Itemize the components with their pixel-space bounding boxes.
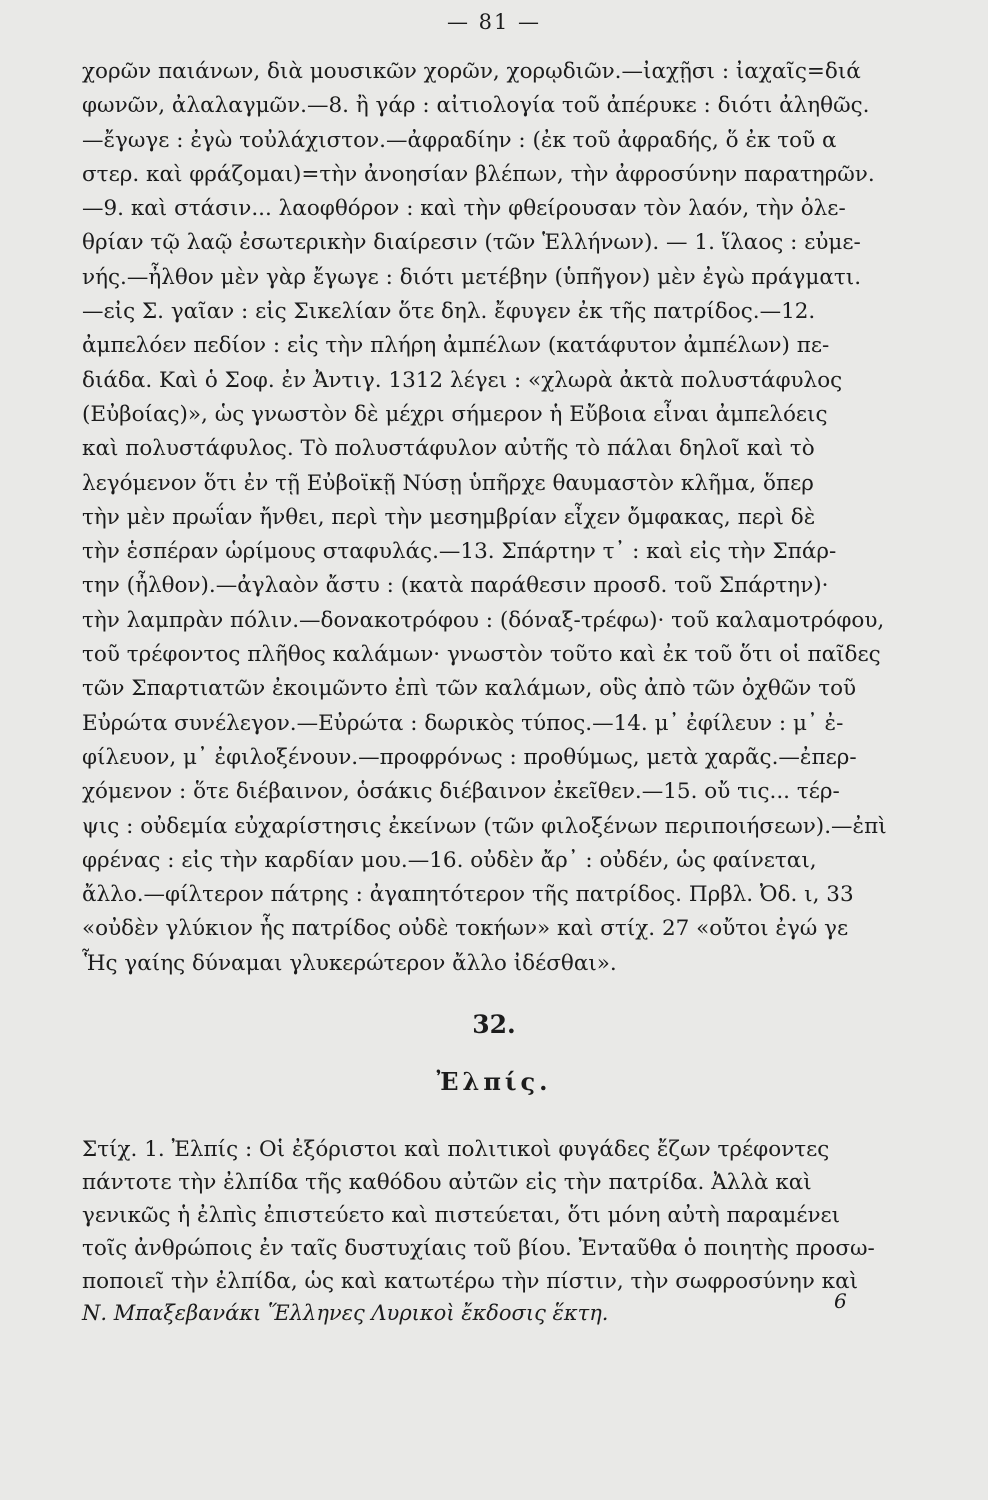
text-line: τῶν Σπαρτιατῶν ἐκοιμῶντο ἐπὶ τῶν καλάμων, οὓς ἀπὸ τῶν ὀχθῶν τοῦ <box>82 676 857 702</box>
text-line: (Εὐβοίας)», ὡς γνωστὸν δὲ μέχρι σήμερον ἡ Εὔβοια εἶναι ἀμπελόεις <box>82 401 828 427</box>
text-line: ἄλλο.—φίλτερον πάτρης : ἀγαπητότερον τῆς πατρίδος. Πρβλ. Ὀδ. ι, 33 <box>82 882 854 908</box>
text-line: καὶ πολυστάφυλος. Τὸ πολυστάφυλον αὐτῆς τὸ πάλαι δηλοῖ καὶ τὸ <box>82 436 815 462</box>
text-line: την (ἦλθον).—ἀγλαὸν ἄστυ : (κατὰ παράθεσιν προσδ. τοῦ Σπάρτην)· <box>82 573 829 599</box>
section-number: 32. <box>472 1010 516 1039</box>
page-number: — 81 — <box>446 10 542 34</box>
text-line: διάδα. Καὶ ὁ Σοφ. ἐν Ἀντιγ. 1312 λέγει : «χλωρὰ ἀκτὰ πολυστάφυλος <box>82 367 843 393</box>
text-line: ἀμπελόεν πεδίον : εἰς τὴν πλήρη ἀμπέλων (κατάφυτον ἀμπέλων) πε- <box>82 333 830 359</box>
footer-imprint: Ν. Μπαξεβανάκι Ἕλληνες Λυρικοὶ ἔκδοσις ἕκτη. <box>82 1301 609 1325</box>
text-line: λεγόμενον ὅτι ἐν τῇ Εὐβοϊκῇ Νύσῃ ὑπῆρχε θαυμαστὸν κλῆμα, ὅπερ <box>82 470 814 496</box>
text-line: χορῶν παιάνων, διὰ μουσικῶν χορῶν, χορῳδιῶν.—ἰαχῇσι : ἰαχαῖς=διά <box>82 59 861 84</box>
commentary-block <box>82 55 907 981</box>
signature-number: 6 <box>834 1289 847 1313</box>
text-line: τὴν λαμπρὰν πόλιν.—δονακοτρόφου : (δόναξ-τρέφω)· τοῦ καλαμοτρόφου, <box>82 607 885 633</box>
text-line: ψις : οὐδεμία εὐχαρίστησις ἐκείνων (τῶν φιλοξένων περιποιήσεων).—ἐπὶ <box>82 813 887 839</box>
text-line: τοῖς ἀνθρώποις ἐν ταῖς δυστυχίαις τοῦ βίου. Ἐνταῦθα ὁ ποιητὴς προσω- <box>82 1236 875 1261</box>
text-line: θρίαν τῷ λαῷ ἐσωτερικὴν διαίρεσιν (τῶν Ἑλλήνων). — 1. ἵλαος : εὐμε- <box>82 230 861 256</box>
text-line: Εὐρώτα συνέλεγον.—Εὐρώτα : δωρικὸς τύπος.—14. μ᾽ ἐφίλευν : μ᾽ ἐ- <box>82 710 844 736</box>
text-line: φίλευον, μ᾽ ἐφιλοξένουν.—προφρόνως : προθύμως, μετὰ χαρᾶς.—ἐπερ- <box>82 744 857 770</box>
text-line: πάντοτε τὴν ἐλπίδα τῆς καθόδου αὐτῶν εἰς τὴν πατρίδα. Ἀλλὰ καὶ <box>82 1170 812 1195</box>
text-line: —9. καὶ στάσιν... λαοφθόρον : καὶ τὴν φθείρουσαν τὸν λαόν, τὴν ὀλε- <box>82 196 846 222</box>
text-line: χόμενον : ὅτε διέβαινον, ὁσάκις διέβαινον ἐκεῖθεν.—15. οὔ τις... τέρ- <box>82 779 840 805</box>
text-line: —εἰς Σ. γαῖαν : εἰς Σικελίαν ὅτε δηλ. ἔφυγεν ἐκ τῆς πατρίδος.—12. <box>82 299 816 325</box>
text-line: φωνῶν, ἀλαλαγμῶν.—8. ἢ γάρ : αἰτιολογία τοῦ ἀπέρυκε : διότι ἀληθῶς. <box>82 93 870 119</box>
text-line: —ἔγωγε : ἐγὼ τοὐλάχιστον.—ἀφραδίην : (ἐκ τοῦ ἀφραδής, ὅ ἐκ τοῦ α <box>82 127 837 153</box>
text-line: νής.—ἦλθον μὲν γὰρ ἔγωγε : διότι μετέβην (ὑπῆγον) μὲν ἐγὼ πράγματι. <box>82 264 862 290</box>
text-line: φρένας : εἰς τὴν καρδίαν μου.—16. οὐδὲν ἄρ᾽ : οὐδέν, ὡς φαίνεται, <box>82 847 817 873</box>
text-line: γενικῶς ἡ ἐλπὶς ἐπιστεύετο καὶ πιστεύεται, ὅτι μόνη αὐτὴ παραμένει <box>82 1203 841 1228</box>
text-line: τοῦ τρέφοντος πλῆθος καλάμων· γνωστὸν τοῦτο καὶ ἐκ τοῦ ὅτι οἱ παῖδες <box>82 642 881 668</box>
text-line: ποποιεῖ τὴν ἐλπίδα, ὡς καὶ κατωτέρω τὴν πίστιν, τὴν σωφροσύνην καὶ <box>82 1269 859 1294</box>
text-line: «οὐδὲν γλύκιον ἧς πατρίδος οὐδὲ τοκήων» καὶ στίχ. 27 «οὔτοι ἐγώ γε <box>82 916 849 942</box>
text-line: τὴν ἑσπέραν ὡρίμους σταφυλάς.—13. Σπάρτην τ᾽ : καὶ εἰς τὴν Σπάρ- <box>82 539 837 565</box>
section-title: Ἐλπίς. <box>436 1067 552 1096</box>
text-line: στερ. καὶ φράζομαι)=τὴν ἀνοησίαν βλέπων, τὴν ἀφροσύνην παρατηρῶν. <box>82 161 875 187</box>
section-intro <box>82 1133 907 1298</box>
text-line: τὴν μὲν πρωΐαν ἤνθει, περὶ τὴν μεσημβρίαν εἶχεν ὄμφακας, περὶ δὲ <box>82 504 816 530</box>
text-line: Ἧς γαίης δύναμαι γλυκερώτερον ἄλλο ἰδέσθαι». <box>82 950 617 976</box>
text-line: Στίχ. 1. Ἐλπίς : Οἱ ἐξόριστοι καὶ πολιτικοὶ φυγάδες ἔζων τρέφοντες <box>82 1137 830 1162</box>
